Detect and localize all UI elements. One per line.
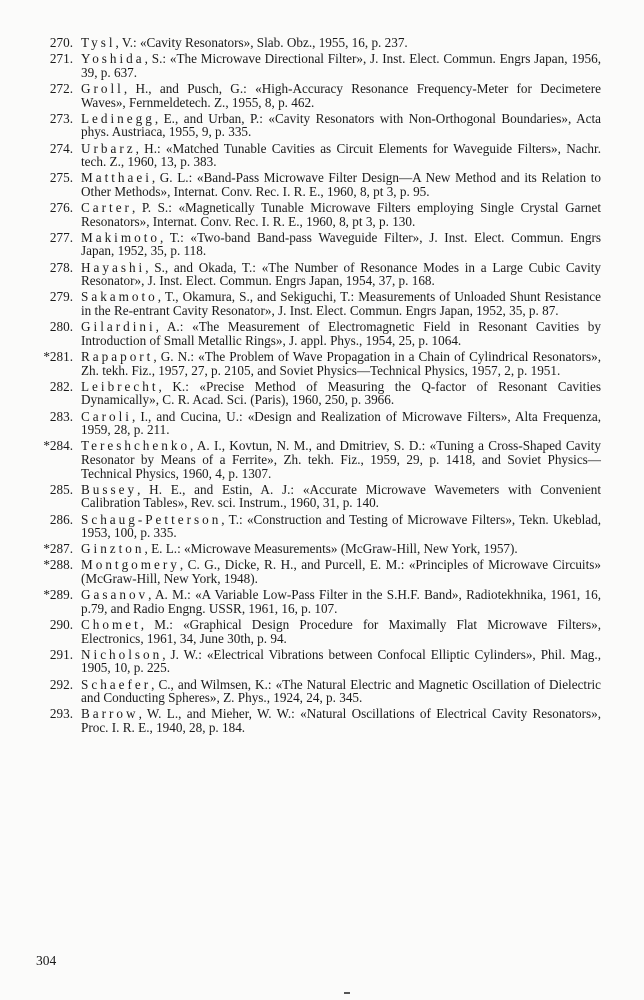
reference-item <box>36 350 601 377</box>
reference-number: 276. <box>49 200 73 216</box>
page-number: 304 <box>36 953 57 968</box>
reference-author: Carter <box>81 200 132 216</box>
reference-author: Sakamoto <box>81 289 158 305</box>
reference-author: Tereshchenko <box>81 438 191 454</box>
reference-number: 285. <box>49 481 73 497</box>
reference-number: 292. <box>49 676 73 692</box>
reference-number: 270. <box>49 35 73 50</box>
reference-item <box>36 707 601 734</box>
reference-number: 275. <box>49 170 73 186</box>
reference-author: Gilardini <box>81 319 156 335</box>
reference-author: Hayashi <box>81 259 146 275</box>
reference-text: , T.: «Construction and Testing of Microwave Filters», Tekn. Ukeblad, 1953, 100, p. 335. <box>81 511 601 541</box>
reference-author: Matthaei <box>81 170 152 186</box>
reference-text: , A.: «The Measurement of Electromagnetic Field in Resonant Cavities by Introduction of Small Metallic Rings», J. appl. Phys., 1954, 25, p. 1064. <box>81 319 601 348</box>
reference-number: 291. <box>49 646 73 662</box>
reference-item <box>36 410 601 437</box>
reference-number: 286. <box>49 511 73 527</box>
reference-author: Bussey <box>81 481 138 497</box>
reference-number: *289. <box>43 587 73 603</box>
reference-item <box>36 648 601 675</box>
reference-text: , E. L.: «Microwave Measurements» (McGraw-Hill, New York, 1957). <box>144 541 518 557</box>
reference-item <box>36 483 601 510</box>
reference-author: Ginzton <box>81 541 145 557</box>
reference-text: , P. S.: «Magnetically Tunable Microwave Filters employing Single Crystal Garnet Resonators», Internat. Conv. Rec. I. R. E., 1960, 8, pt 3, p. 130. <box>81 200 601 229</box>
reference-text: , G. L.: «Band-Pass Microwave Filter Design—A New Method and its Relation to Other Methods», Internat. Conv. Rec. I. R. E., 1960, 8, pt 3, p. 95. <box>81 170 601 199</box>
reference-text: , H. E., and Estin, A. J.: «Accurate Microwave Wavemeters with Convenient Calibration Tables», Rev. sci. Instrum., 1960, 31, p. 140. <box>81 481 601 511</box>
reference-item <box>36 142 601 169</box>
reference-number: *288. <box>43 557 73 573</box>
reference-author: Makimoto <box>81 229 160 245</box>
reference-text: , H.: «Matched Tunable Cavities as Circuit Elements for Waveguide Filters», Nachr. tech. Z., 1960, 13, p. 383. <box>81 140 601 170</box>
reference-item <box>36 290 601 317</box>
reference-item <box>36 542 601 556</box>
reference-item <box>36 618 601 645</box>
reference-author: Chomet <box>81 617 141 633</box>
printing-mark <box>344 992 350 994</box>
reference-item <box>36 588 601 615</box>
reference-item <box>36 261 601 288</box>
reference-number: 293. <box>49 706 73 722</box>
reference-author: Yoshida <box>81 51 145 67</box>
reference-author: Schaefer <box>81 676 152 692</box>
reference-item <box>36 112 601 139</box>
reference-text: , C., and Wilmsen, K.: «The Natural Electric and Magnetic Oscillation of Dielectric and Conducting Spheres», Z. Phys., 1924, 24, p. 345. <box>81 676 601 706</box>
reference-text: , T.: «Two-band Band-pass Waveguide Filter», J. Inst. Elect. Commun. Engrs Japan, 1952, 35, p. 118. <box>81 229 601 259</box>
reference-number: 283. <box>49 408 73 424</box>
reference-number: 271. <box>49 51 73 67</box>
reference-author: Barrow <box>81 706 139 722</box>
reference-item <box>36 82 601 109</box>
reference-text: , A. M.: «A Variable Low-Pass Filter in the S.H.F. Band», Radiotekhnika, 1961, 16, p.79, and Radio Engng. USSR, 1961, 16, p. 107. <box>81 587 601 616</box>
reference-number: 282. <box>49 378 73 394</box>
reference-author: Tysl <box>81 35 116 50</box>
reference-text: , V.: «Cavity Resonators», Slab. Obz., 1955, 16, p. 237. <box>115 35 408 50</box>
reference-number: 290. <box>49 617 73 633</box>
reference-number: *284. <box>43 438 73 454</box>
reference-list <box>36 36 601 737</box>
reference-text: , E., and Urban, P.: «Cavity Resonators with Non-Orthogonal Boundaries», Acta phys. Austriaca, 1955, 9, p. 335. <box>81 110 601 140</box>
reference-text: , W. L., and Mieher, W. W.: «Natural Oscillations of Electrical Cavity Resonators», Proc. I. R. E., 1940, 28, p. 184. <box>81 706 601 735</box>
reference-author: Nicholson <box>81 646 163 662</box>
reference-text: , C. G., Dicke, R. H., and Purcell, E. M.: «Principles of Microwave Circuits» (McGraw-Hill, New York, 1948). <box>81 557 601 587</box>
reference-author: Rapaport <box>81 349 154 364</box>
reference-text: , T., Okamura, S., and Sekiguchi, T.: Measurements of Unloaded Shunt Resistance in the Re-entrant Cavity Resonator», J. Inst. Elect. Commun. Engrs Japan, 1952, 35, p. 87. <box>81 289 601 319</box>
reference-number: 277. <box>49 229 73 245</box>
reference-author: Schaug-Petterson <box>81 511 222 527</box>
reference-author: Caroli <box>81 408 132 424</box>
reference-number: 272. <box>49 80 73 96</box>
reference-item <box>36 201 601 228</box>
reference-text: , I., and Cucina, U.: «Design and Realization of Microwave Filters», Alta Frequenza, 1959, 28, p. 211. <box>81 408 601 438</box>
reference-item <box>36 36 601 50</box>
reference-item <box>36 439 601 480</box>
reference-item <box>36 231 601 258</box>
reference-item <box>36 171 601 198</box>
reference-number: *287. <box>43 541 73 557</box>
reference-author: Groll <box>81 80 124 96</box>
reference-author: Montgomery <box>81 557 180 573</box>
reference-text: , K.: «Precise Method of Measuring the Q-factor of Resonant Cavities Dynamically», C. R. Acad. Sci. (Paris), 1960, 250, p. 3966. <box>81 378 601 408</box>
reference-author: Gasanov <box>81 587 149 603</box>
reference-number: *281. <box>43 349 73 364</box>
reference-number: 280. <box>49 319 73 335</box>
reference-author: Ledinegg <box>81 110 155 126</box>
reference-text: , A. I., Kovtun, N. M., and Dmitriev, S. D.: «Tuning a Cross-Shaped Cavity Resonator by Means of a Ferrite», Zh. tekh. Fiz., 1959, 29, p. 1418, and Soviet Physics—Technical Physics, 1960, 4, p. 1307. <box>81 438 601 481</box>
reference-item <box>36 52 601 79</box>
reference-text: , S.: «The Microwave Directional Filter», J. Inst. Elect. Commun. Engrs Japan, 1956, 39, p. 637. <box>81 51 601 80</box>
reference-item <box>36 558 601 585</box>
reference-text: , S., and Okada, T.: «The Number of Resonance Modes in a Large Cubic Cavity Resonator», J. Inst. Elect. Commun. Engrs Japan, 1954, 37, p. 168. <box>81 259 601 289</box>
reference-number: 274. <box>49 140 73 156</box>
reference-number: 273. <box>49 110 73 126</box>
reference-item <box>36 320 601 347</box>
reference-number: 279. <box>49 289 73 305</box>
reference-item <box>36 380 601 407</box>
reference-author: Leibrecht <box>81 378 159 394</box>
reference-item <box>36 513 601 540</box>
reference-item <box>36 678 601 705</box>
reference-text: , G. N.: «The Problem of Wave Propagation in a Chain of Cylindrical Resonators», Zh. tekh. Fiz., 1957, 27, p. 2105, and Soviet Physics—Technical Physics, 1957, 2, p. 1951. <box>81 349 601 378</box>
reference-text: , H., and Pusch, G.: «High-Accuracy Resonance Frequency-Meter for Decimetere Waves», Fernmeldetech. Z., 1955, 8, p. 462. <box>81 80 601 110</box>
reference-text: , J. W.: «Electrical Vibrations between Confocal Elliptic Cylinders», Phil. Mag., 1905, 10, p. 225. <box>81 646 601 676</box>
reference-number: 278. <box>49 259 73 275</box>
reference-text: , M.: «Graphical Design Procedure for Maximally Flat Microwave Filters», Electronics, 1961, 34, June 30th, p. 94. <box>81 617 601 646</box>
reference-author: Urbarz <box>81 140 136 156</box>
